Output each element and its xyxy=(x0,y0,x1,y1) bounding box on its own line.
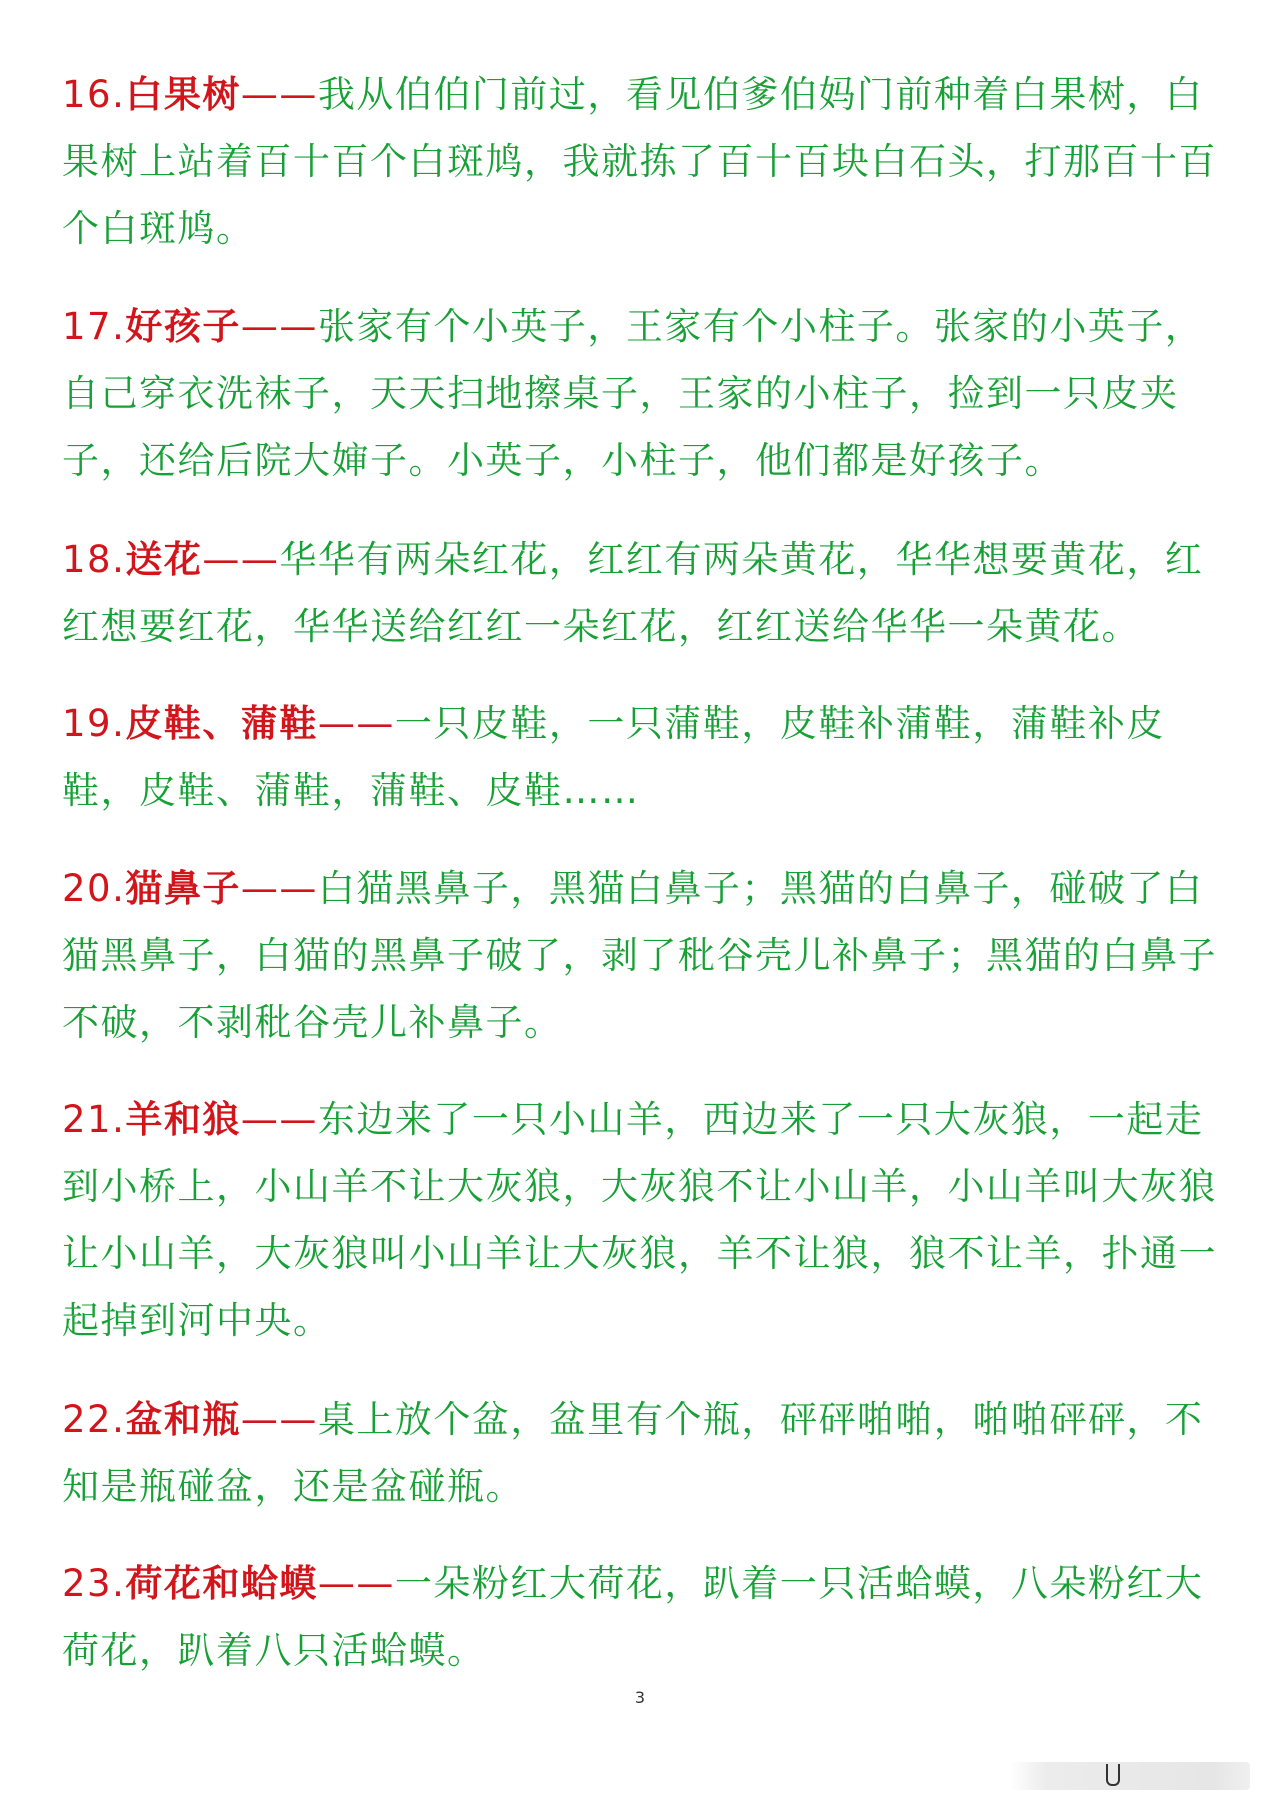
page-number: 3 xyxy=(634,1688,646,1707)
entry-title: 盆和瓶 xyxy=(125,1398,241,1441)
entry-number: 16. xyxy=(62,73,126,116)
entry-text: 我从伯伯门前过，看见伯爹伯妈门前种着白果树，白果树上站着百十百个白斑鸠，我就拣了百十百块白石头，打那百十百个白斑鸠。 xyxy=(62,73,1217,250)
entry-text: 张家有个小英子，王家有个小柱子。张家的小英子，自己穿衣洗袜子，天天扫地擦桌子，王家的小柱子，捡到一只皮夹子，还给后院大婶子。小英子，小柱子，他们都是好孩子。 xyxy=(62,305,1204,482)
entry-title: 皮鞋、蒲鞋 xyxy=(125,702,318,745)
entry-text: 东边来了一只小山羊，西边来了一只大灰狼，一起走到小桥上，小山羊不让大灰狼，大灰狼不让小山羊，小山羊叫大灰狼让小山羊，大灰狼叫小山羊让大灰狼，羊不让狼，狼不让羊，扑通一起掉到河中央。 xyxy=(62,1098,1217,1342)
tongue-twister-23 xyxy=(62,1550,1222,1684)
entry-dash: —— xyxy=(240,1398,318,1441)
entry-dash: —— xyxy=(240,1098,318,1141)
entry-dash: —— xyxy=(317,1562,395,1605)
entry-dash: —— xyxy=(317,702,395,745)
entry-text: 华华有两朵红花，红红有两朵黄花，华华想要黄花，红红想要红花，华华送给红红一朵红花，红红送给华华一朵黄花。 xyxy=(62,538,1204,648)
entry-title: 荷花和蛤蟆 xyxy=(125,1562,318,1605)
tongue-twister-21 xyxy=(62,1086,1222,1354)
entry-title: 猫鼻子 xyxy=(125,867,241,910)
entry-text: 桌上放个盆，盆里有个瓶，砰砰啪啪，啪啪砰砰，不知是瓶碰盆，还是盆碰瓶。 xyxy=(62,1398,1204,1508)
entry-title: 白果树 xyxy=(125,73,241,116)
entry-number: 22. xyxy=(62,1398,126,1441)
entry-number: 20. xyxy=(62,867,126,910)
tongue-twister-20 xyxy=(62,855,1222,1056)
tongue-twister-22 xyxy=(62,1386,1222,1520)
entry-title: 羊和狼 xyxy=(125,1098,241,1141)
tongue-twister-19 xyxy=(62,690,1222,824)
entry-number: 17. xyxy=(62,305,126,348)
entry-number: 23. xyxy=(62,1562,126,1605)
entry-title: 好孩子 xyxy=(125,305,241,348)
entry-number: 18. xyxy=(62,538,126,581)
entry-dash: —— xyxy=(202,538,280,581)
entry-text: 一朵粉红大荷花，趴着一只活蛤蟆，八朵粉红大荷花，趴着八只活蛤蟆。 xyxy=(62,1562,1204,1672)
tongue-twister-16 xyxy=(62,61,1222,262)
tongue-twister-18 xyxy=(62,526,1222,660)
scroll-handle-icon[interactable] xyxy=(1106,1764,1120,1786)
entry-dash: —— xyxy=(240,73,318,116)
entry-number: 21. xyxy=(62,1098,126,1141)
entry-dash: —— xyxy=(240,305,318,348)
entry-text: 一只皮鞋，一只蒲鞋，皮鞋补蒲鞋，蒲鞋补皮鞋，皮鞋、蒲鞋，蒲鞋、皮鞋…… xyxy=(62,702,1165,812)
entry-title: 送花 xyxy=(125,538,203,581)
entry-text: 白猫黑鼻子，黑猫白鼻子；黑猫的白鼻子，碰破了白猫黑鼻子，白猫的黑鼻子破了，剥了秕谷壳儿补鼻子；黑猫的白鼻子不破，不剥秕谷壳儿补鼻子。 xyxy=(62,867,1217,1044)
entry-dash: —— xyxy=(240,867,318,910)
horizontal-scrollbar[interactable] xyxy=(1010,1762,1250,1790)
tongue-twister-17 xyxy=(62,293,1222,494)
entry-number: 19. xyxy=(62,702,126,745)
